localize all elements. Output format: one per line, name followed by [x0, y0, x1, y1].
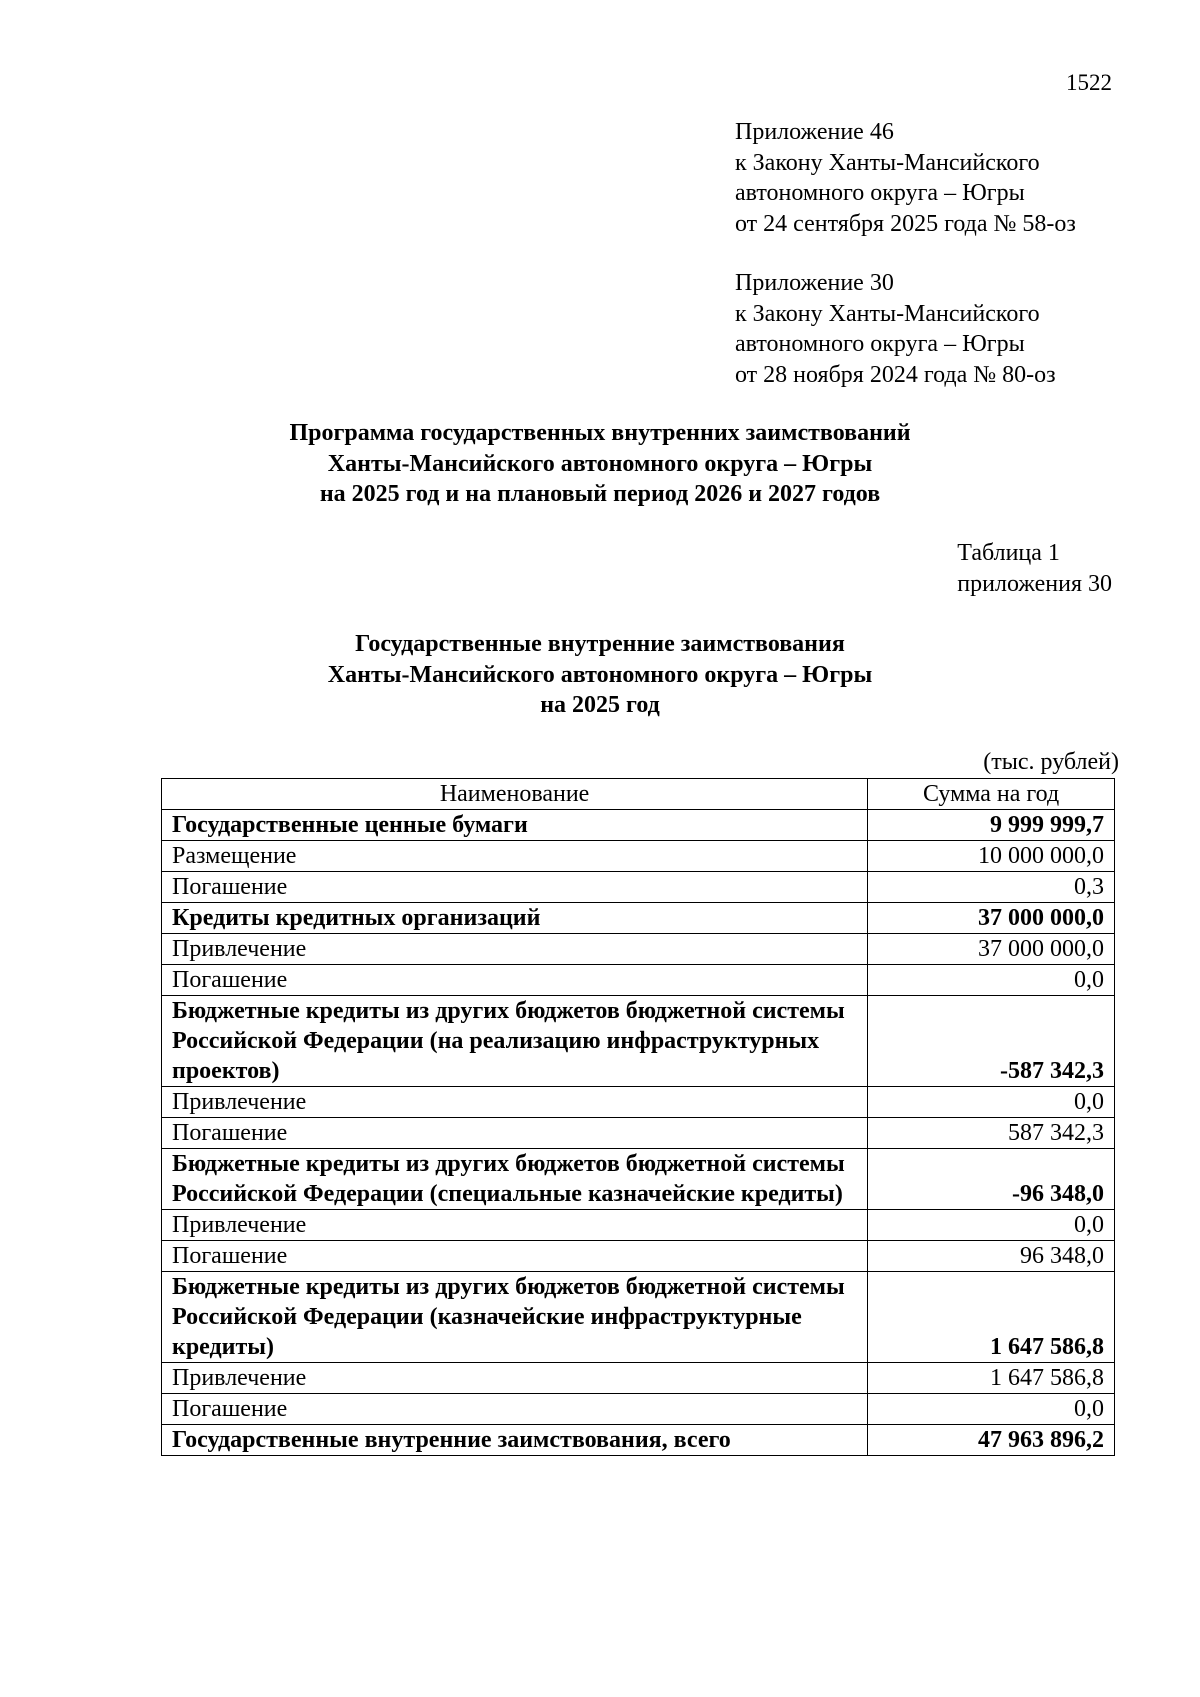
table-body	[162, 810, 1115, 1456]
table-row	[162, 872, 1115, 903]
row-sum: 0,0	[868, 1087, 1115, 1118]
page-number: 1522	[1066, 70, 1112, 95]
row-name: Кредиты кредитных организаций	[162, 903, 868, 934]
row-sum: 37 000 000,0	[868, 934, 1115, 965]
row-name: Погашение	[162, 1118, 868, 1149]
table-row	[162, 934, 1115, 965]
appendix-30-block	[735, 268, 1056, 390]
appendix-46-block	[735, 117, 1076, 239]
row-sum: 37 000 000,0	[868, 903, 1115, 934]
table-title-line: Ханты-Мансийского автономного округа – Югры	[327, 661, 873, 688]
row-sum: 0,3	[868, 872, 1115, 903]
row-name: Привлечение	[162, 934, 868, 965]
row-name: Погашение	[162, 1394, 868, 1425]
appendix-30-line: автономного округа – Югры	[735, 331, 1025, 357]
row-name: Погашение	[162, 1241, 868, 1272]
table-reference-line: приложения 30	[957, 570, 1112, 597]
table-row	[162, 996, 1115, 1087]
appendix-46-line: от 24 сентября 2025 года № 58-оз	[735, 210, 1076, 237]
row-sum: -587 342,3	[868, 996, 1115, 1087]
table-row	[162, 1149, 1115, 1210]
table-reference-line: Таблица 1	[957, 540, 1060, 566]
row-name: Привлечение	[162, 1087, 868, 1118]
row-sum: 587 342,3	[868, 1118, 1115, 1149]
table-row	[162, 1087, 1115, 1118]
appendix-46-line: к Закону Ханты-Мансийского	[735, 149, 1040, 176]
table-row	[162, 1363, 1115, 1394]
appendix-46-line: Приложение 46	[735, 119, 894, 145]
row-sum: 0,0	[868, 1210, 1115, 1241]
row-name: Бюджетные кредиты из других бюджетов бюджетной системы Российской Федерации (специальные казначейские кредиты)	[162, 1149, 868, 1210]
row-name: Погашение	[162, 965, 868, 996]
header-sum: Сумма на год	[868, 779, 1115, 810]
table-row	[162, 1118, 1115, 1149]
row-name: Государственные ценные бумаги	[162, 810, 868, 841]
program-title-line: на 2025 год и на плановый период 2026 и 2027 годов	[319, 481, 881, 507]
row-name: Бюджетные кредиты из других бюджетов бюджетной системы Российской Федерации (казначейские инфраструктурные кредиты)	[162, 1272, 868, 1363]
row-name: Бюджетные кредиты из других бюджетов бюджетной системы Российской Федерации (на реализацию инфраструктурных проектов)	[162, 996, 868, 1087]
program-title-line: Ханты-Мансийского автономного округа – Югры	[327, 450, 873, 477]
table-title-line: на 2025 год	[540, 692, 660, 718]
table-row	[162, 903, 1115, 934]
row-sum: 96 348,0	[868, 1241, 1115, 1272]
table-row	[162, 810, 1115, 841]
table-row	[162, 841, 1115, 872]
table-row	[162, 1272, 1115, 1363]
row-name: Размещение	[162, 841, 868, 872]
row-name: Погашение	[162, 872, 868, 903]
header-name: Наименование	[162, 779, 868, 810]
table-header-row	[162, 779, 1115, 810]
appendix-46-line: автономного округа – Югры	[735, 180, 1025, 206]
row-sum: 0,0	[868, 965, 1115, 996]
row-sum: 9 999 999,7	[868, 810, 1115, 841]
row-sum: 10 000 000,0	[868, 841, 1115, 872]
table-title	[0, 629, 1200, 721]
appendix-30-line: от 28 ноября 2024 года № 80-оз	[735, 361, 1056, 388]
table-row	[162, 1241, 1115, 1272]
row-sum: -96 348,0	[868, 1149, 1115, 1210]
appendix-30-line: к Закону Ханты-Мансийского	[735, 300, 1040, 327]
table-row	[162, 1210, 1115, 1241]
row-sum: 1 647 586,8	[868, 1363, 1115, 1394]
row-sum: 0,0	[868, 1394, 1115, 1425]
program-title-line: Программа государственных внутренних заимствований	[289, 420, 911, 446]
appendix-30-line: Приложение 30	[735, 270, 894, 296]
borrowings-table	[161, 778, 1115, 1456]
table-row	[162, 965, 1115, 996]
row-sum: 47 963 896,2	[868, 1425, 1115, 1456]
table-row	[162, 1394, 1115, 1425]
table-row	[162, 1425, 1115, 1456]
row-name: Привлечение	[162, 1210, 868, 1241]
row-name: Государственные внутренние заимствования, всего	[162, 1425, 868, 1456]
row-name: Привлечение	[162, 1363, 868, 1394]
program-title	[0, 418, 1200, 510]
units-label: (тыс. рублей)	[983, 749, 1119, 775]
row-sum: 1 647 586,8	[868, 1272, 1115, 1363]
table-title-line: Государственные внутренние заимствования	[355, 631, 845, 657]
table-reference	[957, 538, 1112, 599]
